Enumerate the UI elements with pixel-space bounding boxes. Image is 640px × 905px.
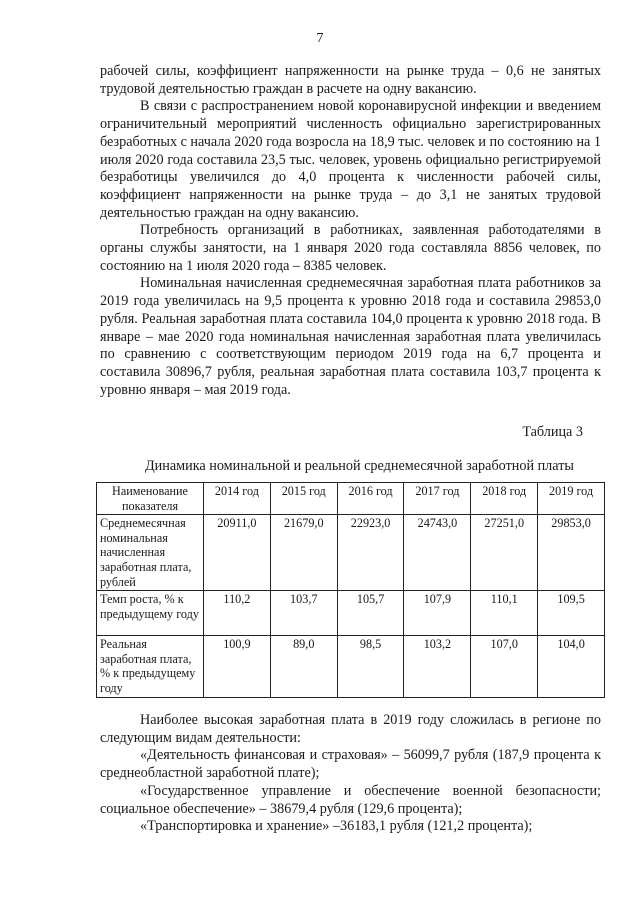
table-caption: Таблица 3 [522, 424, 583, 440]
table-cell: 24743,0 [404, 515, 471, 591]
table-cell: 105,7 [337, 591, 404, 636]
paragraph: Номинальная начисленная среднемесячная заработная плата работников за 2019 года увеличилась на 9,5 процента к уровню 2018 года и составила 29853,0 рубля. Реальная заработная плата составила 104,0 процента к уровню 2018 года. В январе – мае 2020 года номинальная начисленная заработная плата увеличилась по сравнению с соответствующим периодом 2019 года на 6,7 процента и составила 30896,7 рубля, реальная заработная плата составила 103,7 процента к уровню января – мая 2019 года. [100, 275, 601, 398]
table-cell: 98,5 [337, 636, 404, 697]
table-cell: 20911,0 [204, 515, 271, 591]
table-header-cell: 2019 год [538, 483, 605, 515]
table-cell: 27251,0 [471, 515, 538, 591]
table-cell: 103,2 [404, 636, 471, 697]
row-label: Среднемесячная номинальная начисленная заработная плата, рублей [97, 515, 204, 591]
table-cell: 107,0 [471, 636, 538, 697]
table-cell: 100,9 [204, 636, 271, 697]
table-header-cell: 2014 год [204, 483, 271, 515]
list-item: «Транспортировка и хранение» –36183,1 рубля (121,2 процента); [140, 818, 533, 835]
body-text-bottom [100, 712, 601, 836]
table-cell: 107,9 [404, 591, 471, 636]
table-cell: 110,1 [471, 591, 538, 636]
table-row [97, 515, 605, 591]
table-header-cell: 2016 год [337, 483, 404, 515]
list-item: «Деятельность финансовая и страховая» – 56099,7 рубля (187,9 процента к среднеобластной заработной плате); [100, 747, 601, 782]
table-cell: 109,5 [538, 591, 605, 636]
row-label: Темп роста, % к предыдущему году [97, 591, 204, 636]
paragraph: В связи с распространением новой коронавирусной инфекции и введением ограничительный мероприятий численность официально зарегистрированных безработных с начала 2020 года возросла на 18,9 тыс. человек и по состоянию на 1 июля 2020 года составила 23,5 тыс. человек, уровень официально регистрируемой безработицы увеличился до 4,0 процента к численности рабочей силы, коэффициент напряженности на рынке труда – до 3,1 не занятых трудовой деятельностью граждан на одну вакансию. [100, 98, 601, 221]
body-text-top [100, 63, 601, 399]
table-header-cell: 2017 год [404, 483, 471, 515]
paragraph: Потребность организаций в работниках, заявленная работодателями в органы службы занятости, на 1 января 2020 года составляла 8856 человек, по состоянию на 1 июля 2020 года – 8385 человек. [100, 222, 601, 274]
list-item: «Государственное управление и обеспечение военной безопасности; социальное обеспечение» – 38679,4 рубля (129,6 процента); [100, 782, 601, 817]
table-row [97, 636, 605, 697]
wage-dynamics-table [96, 482, 605, 698]
table-title: Динамика номинальной и реальной среднемесячной заработной платы [145, 458, 574, 474]
table-header-cell: Наименование показателя [97, 483, 204, 515]
table-cell: 89,0 [270, 636, 337, 697]
table-header-cell: 2018 год [471, 483, 538, 515]
row-label: Реальная заработная плата, % к предыдущему году [97, 636, 204, 697]
table-header-cell: 2015 год [270, 483, 337, 515]
table-row [97, 591, 605, 636]
page-number: 7 [316, 31, 324, 46]
table-cell: 29853,0 [538, 515, 605, 591]
table-cell: 110,2 [204, 591, 271, 636]
table-cell: 104,0 [538, 636, 605, 697]
table-header-row [97, 483, 605, 515]
paragraph: Наиболее высокая заработная плата в 2019 году сложилась в регионе по следующим видам деятельности: [100, 712, 601, 746]
paragraph: рабочей силы, коэффициент напряженности на рынке труда – 0,6 не занятых трудовой деятельностью граждан в расчете на одну вакансию. [100, 63, 601, 97]
table-cell: 21679,0 [270, 515, 337, 591]
table-cell: 22923,0 [337, 515, 404, 591]
table-cell: 103,7 [270, 591, 337, 636]
